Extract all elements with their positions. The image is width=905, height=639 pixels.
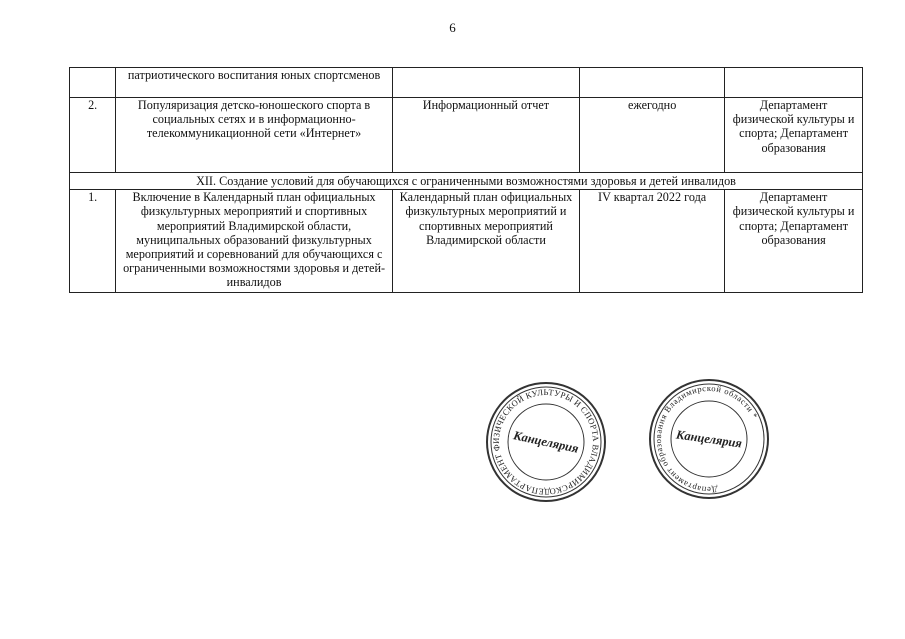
result-cell: Календарный план официальных физкультурных мероприятий и спортивных мероприятий Владимирской области: [392, 190, 579, 293]
row-number: 1.: [70, 190, 116, 293]
stamp-center-text: Канцелярия: [675, 427, 743, 451]
deadline-cell: [580, 68, 725, 98]
section-title: XII. Создание условий для обучающихся с ограниченными возможностями здоровья и детей инвалидов: [70, 173, 863, 190]
result-cell: Информационный отчет: [392, 98, 579, 173]
result-cell: [392, 68, 579, 98]
stamp-ring-text: ДЕПАРТАМЕНТ ФИЗИЧЕСКОЙ КУЛЬТУРЫ И СПОРТА ВЛАДИМИРСКОЙ: [490, 386, 602, 498]
row-number: [70, 68, 116, 98]
deadline-cell: IV квартал 2022 года: [580, 190, 725, 293]
responsible-cell: [725, 68, 863, 98]
stamp-ring-text: Департамент образования Владимирской области *: [652, 382, 761, 496]
stamp-sport-department: [485, 381, 607, 503]
deadline-cell: ежегодно: [580, 98, 725, 173]
table-row: [70, 190, 863, 293]
stamp-center-text: Канцелярия: [512, 428, 580, 456]
plan-table: [69, 67, 863, 293]
row-number: 2.: [70, 98, 116, 173]
responsible-cell: Департамент физической культуры и спорта; Департамент образования: [725, 190, 863, 293]
action-cell: патриотического воспитания юных спортсменов: [116, 68, 393, 98]
section-row: [70, 173, 863, 190]
table-row: [70, 98, 863, 173]
action-cell: Популяризация детско-юношеского спорта в социальных сетях и в информационно-телекоммуникационной сети «Интернет»: [116, 98, 393, 173]
table-row: [70, 68, 863, 98]
stamp-education-department: [648, 378, 770, 500]
page-number: 6: [449, 20, 456, 35]
action-cell: Включение в Календарный план официальных физкультурных мероприятий и спортивных мероприятий Владимирской области, муниципальных образований физкультурных мероприятий и соревнований для обучающихся с ограниченными возможностями здоровья и детей-инвалидов: [116, 190, 393, 293]
responsible-cell: Департамент физической культуры и спорта; Департамент образования: [725, 98, 863, 173]
